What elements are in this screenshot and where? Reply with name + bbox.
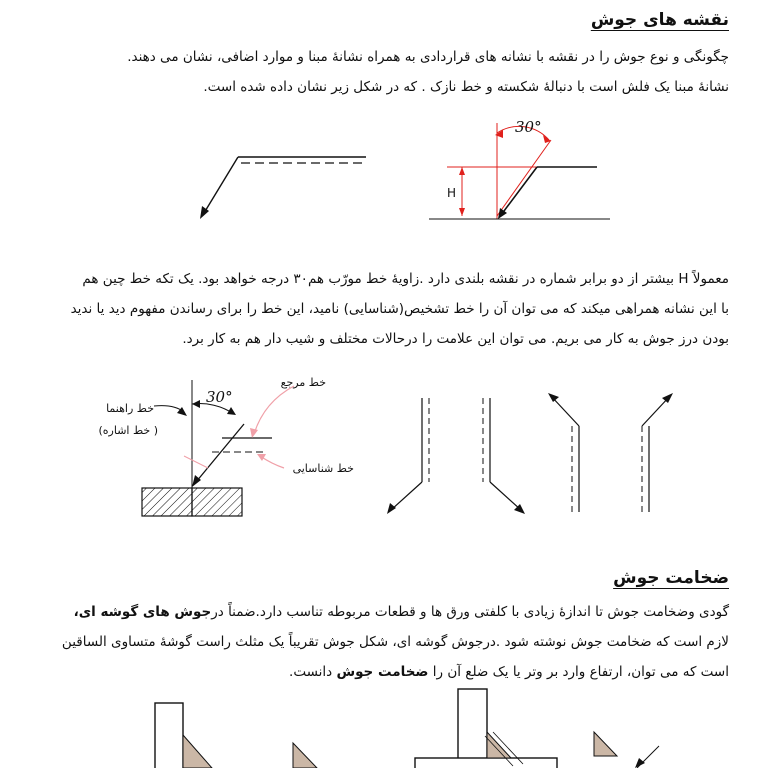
section1-paragraph xyxy=(29,42,729,102)
section3-line-3 xyxy=(29,657,729,687)
section3-paragraph xyxy=(29,597,729,687)
height-label: H xyxy=(447,186,457,200)
section2-paragraph xyxy=(29,264,729,354)
section-title-weld-thickness: ضخامت جوش xyxy=(613,568,729,588)
arrow-head-icon xyxy=(662,393,673,403)
vertical-plate xyxy=(458,689,487,761)
section2-line-2: با این نشانه همراهی میکند که می توان آن را خط تشخیص(شناسایی) نامید، این خط را برای رساندن مفهوم دید یا ندید xyxy=(70,301,729,317)
angle-label: 30° xyxy=(515,119,542,136)
pointer-arrow-icon xyxy=(257,454,266,461)
pointer-arrow-icon xyxy=(250,428,258,438)
variant-2-arrow xyxy=(490,482,521,510)
figure-basic-symbol xyxy=(196,151,371,223)
weld-bead xyxy=(487,732,511,758)
label-identification-line: خط شناسایی xyxy=(292,462,354,475)
red-angle-line xyxy=(497,140,551,216)
arrow-head-icon xyxy=(548,393,559,402)
figure-symbol-variants xyxy=(383,390,678,518)
section2-line-3: بودن درز جوش به کار می بریم. می توان این علامت را درحالات مختلف و شیب دار هم به کار برد. xyxy=(182,331,729,347)
section1-line-2: نشانهٔ مبنا یک فلش است با دنبالهٔ شکسته و خط نازک . که در شکل زیر نشان داده شده است. xyxy=(203,79,729,95)
label-leader-alt: (خط اشاره ) xyxy=(98,424,158,437)
pointer-reference xyxy=(254,386,294,434)
section1-line-1: چگونگی و نوع جوش را در نقشه با نشانه های قراردادی به همراه نشانهٔ مبنا و موارد اضافی، نشان می دهند. xyxy=(127,49,729,65)
weld-section xyxy=(293,743,317,768)
arrow-head-icon xyxy=(635,758,645,768)
weld-section xyxy=(594,732,617,756)
angle-label: 30° xyxy=(206,388,233,406)
label-reference-line: خط مرجع xyxy=(280,376,326,389)
section3-line-1-bold: جوش های گوشه ای، xyxy=(73,604,212,620)
section3-line-1-text: گودی وضخامت جوش تا اندازهٔ زیادی با کلفتی ورق ها و قطعات مربوطه تناسب دارد.ضمناً در xyxy=(211,604,729,620)
variant-3-arrow xyxy=(551,396,579,426)
pink-hint-line xyxy=(184,456,208,468)
plate-right xyxy=(192,488,242,516)
weld-bead xyxy=(183,735,212,768)
section2-line-1: معمولاً H بیشتر از دو برابر شماره در نقشه بلندی دارد .زاویهٔ خط مورّب هم۳۰ درجه خواهد بود. یک تکه خط چین هم xyxy=(82,271,729,287)
section3-line-2: لازم است که ضخامت جوش نوشته شود .درجوش گوشه ای، شکل جوش تقریباً یک مثلث راست گوشهٔ متساوی الساقین xyxy=(61,634,729,650)
section3-line-3-text-a: است که می توان، ارتفاع وارد بر وتر یا یک ضلع آن را xyxy=(428,664,729,680)
figure-fillet-weld-right xyxy=(401,684,663,768)
arrow-line xyxy=(501,167,537,215)
figure-dimensioned-symbol xyxy=(427,119,612,222)
arrow-line xyxy=(196,424,244,482)
plate-left xyxy=(142,488,192,516)
arrow-head-icon xyxy=(387,503,396,514)
section3-line-1 xyxy=(29,597,729,627)
section3-line-3-bold: ضخامت جوش xyxy=(336,664,429,680)
label-leader-line: خط راهنما xyxy=(106,402,154,415)
dimension-arrow-icon xyxy=(459,208,465,216)
section-title-weld-drawings: نقشه های جوش xyxy=(590,10,729,30)
dimension-arrow-icon xyxy=(459,167,465,175)
variant-1-arrow xyxy=(391,482,422,510)
figure-fillet-weld-left xyxy=(97,697,351,768)
vertical-plate xyxy=(155,703,183,768)
base-plate xyxy=(415,758,557,768)
figure-labeled-symbol xyxy=(84,372,359,519)
angle-arrow-icon xyxy=(192,400,200,408)
section3-line-3-text-c: دانست. xyxy=(289,664,337,680)
arrow-line xyxy=(204,157,238,213)
